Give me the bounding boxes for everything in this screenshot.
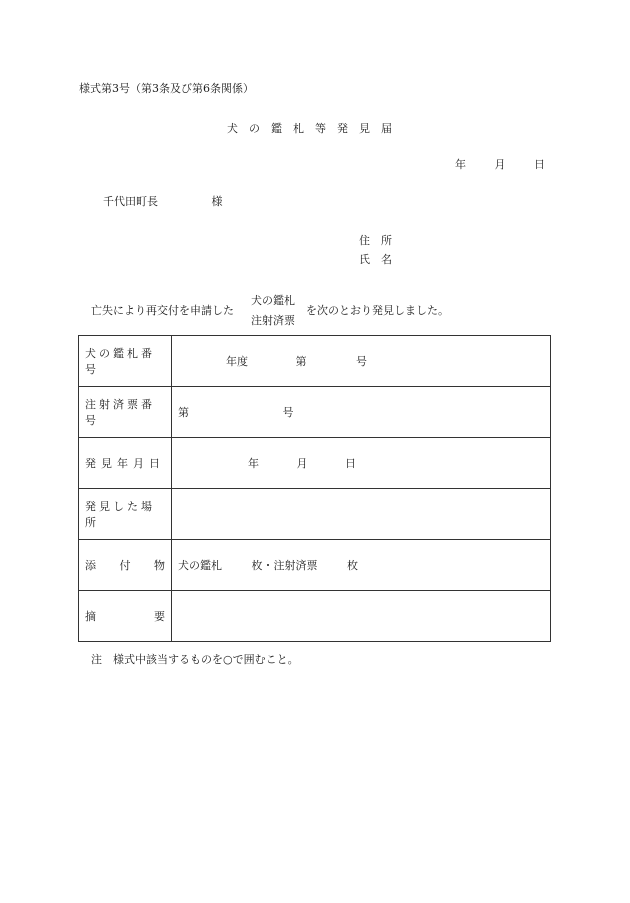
found-date-field: 年 月 日 xyxy=(172,438,551,489)
option-injection-tag: 注射済票 xyxy=(251,314,295,327)
table-row xyxy=(79,540,551,591)
month-label: 月 xyxy=(494,158,506,171)
option-dog-tag: 犬の鑑札 xyxy=(251,294,295,307)
applicant-block xyxy=(359,231,403,269)
attachments-field: 犬の鑑札 枚・注射済票 枚 xyxy=(172,540,551,591)
table-row xyxy=(79,336,551,387)
addressee xyxy=(103,193,223,209)
addressee-name: 千代田町長 xyxy=(103,195,158,208)
address-label: 住 所 xyxy=(359,234,392,247)
document-title: 犬の鑑札等発見届 xyxy=(227,122,403,135)
date-line xyxy=(455,156,545,172)
injection-number-field: 第 号 xyxy=(172,387,551,438)
statement-prefix: 亡失により再交付を申請した xyxy=(91,304,234,317)
found-date-label: 発見年月日 xyxy=(79,438,172,489)
statement-suffix: を次のとおり発見しました。 xyxy=(306,304,449,317)
table-row xyxy=(79,387,551,438)
name-label: 氏 名 xyxy=(359,253,392,266)
remarks-label: 摘 要 xyxy=(79,591,172,642)
statement-options xyxy=(251,291,295,331)
tag-number-label: 犬の鑑札番号 xyxy=(79,336,172,387)
found-place-label: 発見した場所 xyxy=(79,489,172,540)
injection-number-label: 注射済票番号 xyxy=(79,387,172,438)
year-label: 年 xyxy=(455,158,466,171)
remarks-field xyxy=(172,591,551,642)
table-row xyxy=(79,489,551,540)
table-row xyxy=(79,438,551,489)
report-table xyxy=(78,335,551,642)
attachments-label: 添 付 物 xyxy=(79,540,172,591)
found-place-field xyxy=(172,489,551,540)
form-number: 様式第3号（第3条及び第6条関係） xyxy=(79,82,254,95)
addressee-honorific: 様 xyxy=(211,195,223,208)
day-label: 日 xyxy=(534,158,545,171)
footnote: 注 様式中該当するものを○で囲むこと。 xyxy=(91,653,299,666)
table-row xyxy=(79,591,551,642)
tag-number-field: 年度 第 号 xyxy=(172,336,551,387)
